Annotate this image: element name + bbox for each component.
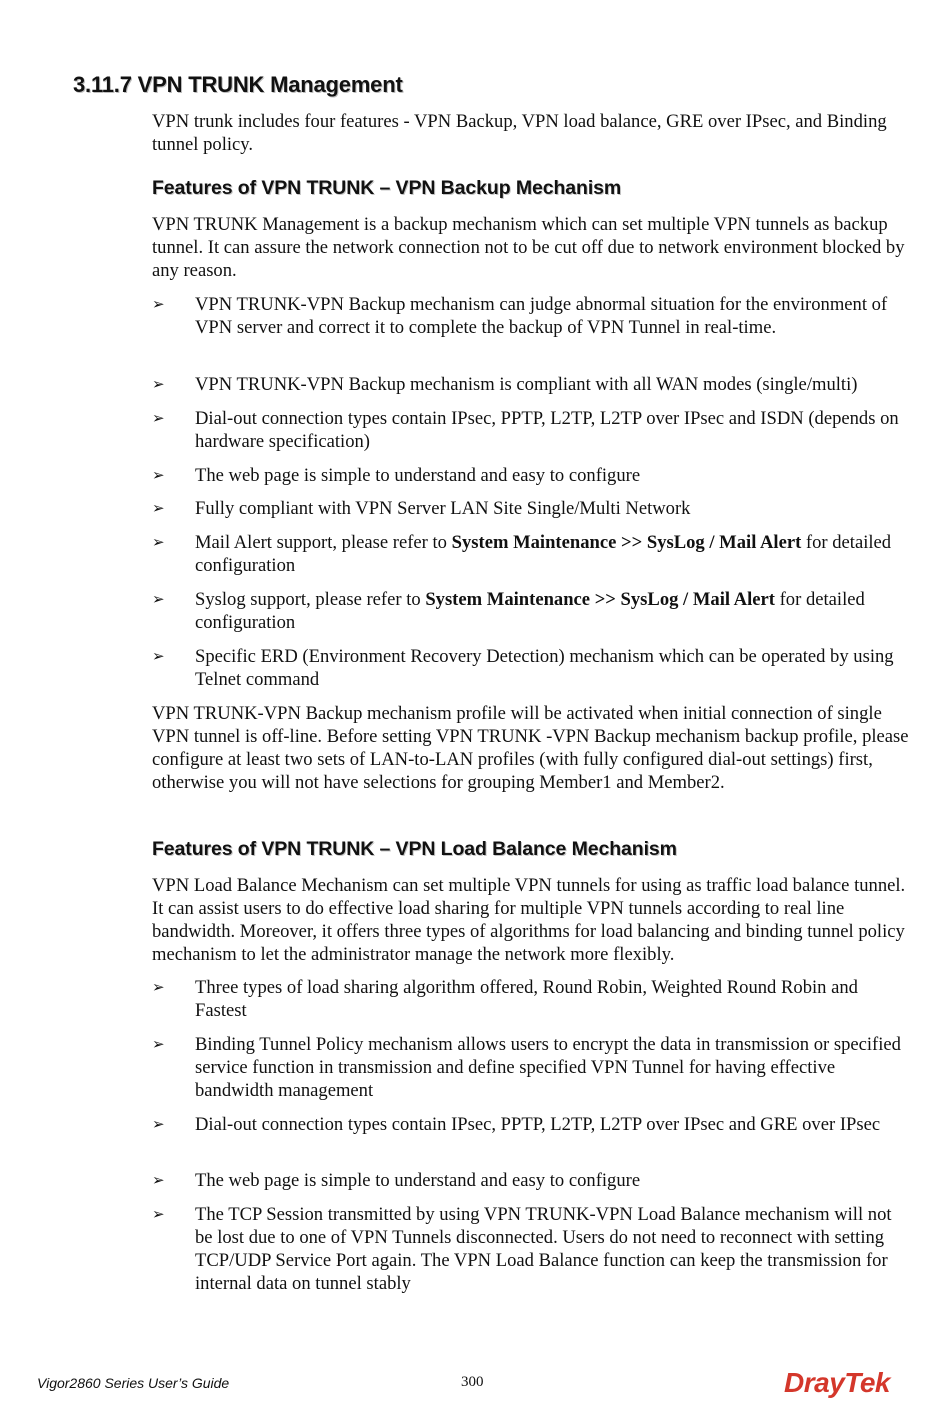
list-item-text: The web page is simple to understand and easy to configure (195, 1170, 641, 1191)
arrow-bullet-icon: ➢ (152, 375, 165, 393)
list-item (152, 407, 912, 453)
arrow-bullet-icon: ➢ (152, 978, 165, 996)
list-item (152, 373, 912, 396)
list-item (152, 1113, 912, 1136)
backup-closing-paragraph: VPN TRUNK-VPN Backup mechanism profile will be activated when initial connection of single VPN tunnel is off-line. Before setting VPN TRUNK -VPN Backup mechanism backup profile, please configure at least two sets of LAN-to-LAN profiles (with fully configured dial-out settings) first, otherwise you will not have selections for grouping Member1 and Member2. (152, 703, 909, 793)
list-item-text: The TCP Session transmitted by using VPN TRUNK-VPN Load Balance mechanism will not be lost due to one of VPN Tunnels disconnected. Users do not need to reconnect with setting TCP/UDP Service Port again. The VPN Load Balance function can keep the transmission for internal data on tunnel stably (195, 1204, 892, 1294)
mail-alert-text: Mail Alert support, please refer to (195, 532, 452, 553)
arrow-bullet-icon: ➢ (152, 1171, 165, 1189)
logo-text: DrayTek (784, 1367, 890, 1398)
list-item-text: VPN TRUNK-VPN Backup mechanism is compliant with all WAN modes (single/multi) (195, 374, 858, 395)
list-item-text (195, 531, 912, 577)
arrow-bullet-icon: ➢ (152, 1035, 165, 1053)
list-item-text: VPN TRUNK-VPN Backup mechanism can judge abnormal situation for the environment of VPN server and correct it to complete the backup of VPN Tunnel in real-time. (195, 294, 888, 338)
syslog-text: Syslog support, please refer to (195, 589, 426, 610)
list-item (152, 293, 912, 339)
draytek-logo (784, 1367, 910, 1401)
arrow-bullet-icon: ➢ (152, 409, 165, 427)
arrow-bullet-icon: ➢ (152, 533, 165, 551)
backup-intro-paragraph: VPN TRUNK Management is a backup mechanism which can set multiple VPN tunnels as backup tunnel. It can assure the network connection not to be cut off due to network environment blocked by any reason. (152, 214, 905, 281)
list-item-text: Specific ERD (Environment Recovery Detection) mechanism which can be operated by using Telnet command (195, 646, 894, 690)
list-item-text: Fully compliant with VPN Server LAN Site Single/Multi Network (195, 498, 691, 519)
list-item (152, 645, 912, 691)
list-item-text: Dial-out connection types contain IPsec, PPTP, L2TP, L2TP over IPsec and GRE over IPsec (195, 1114, 881, 1135)
intro-paragraph: VPN trunk includes four features - VPN Backup, VPN load balance, GRE over IPsec, and Binding tunnel policy. (152, 111, 887, 155)
list-item-text: Dial-out connection types contain IPsec, PPTP, L2TP, L2TP over IPsec and ISDN (depends on hardware specification) (195, 408, 899, 452)
list-item-text: Binding Tunnel Policy mechanism allows users to encrypt the data in transmission or specified service function in transmission and define specified VPN Tunnel for having effective bandwidth management (195, 1034, 901, 1101)
syslog-text-tail: for detailed configuration (195, 589, 865, 633)
load-balance-section-title: Features of VPN TRUNK – VPN Load Balance Mechanism (152, 838, 677, 860)
section-heading: 3.11.7 VPN TRUNK Management (73, 72, 403, 97)
arrow-bullet-icon: ➢ (152, 590, 165, 608)
arrow-bullet-icon: ➢ (152, 1115, 165, 1133)
menu-path-reference: System Maintenance >> SysLog / Mail Alert (451, 532, 802, 553)
list-item-text (195, 588, 912, 634)
list-item-text: The web page is simple to understand and easy to configure (195, 465, 641, 486)
arrow-bullet-icon: ➢ (152, 1205, 165, 1223)
load-balance-intro-paragraph: VPN Load Balance Mechanism can set multiple VPN tunnels for using as traffic load balance tunnel. It can assist users to do effective load sharing for multiple VPN tunnels according to real line bandwidth. Moreover, it offers three types of algorithms for load balancing and binding tunnel policy mechanism to let the administrator manage the network more flexibly. (152, 875, 906, 965)
list-item (152, 497, 912, 520)
arrow-bullet-icon: ➢ (152, 647, 165, 665)
list-item (152, 1033, 912, 1102)
arrow-bullet-icon: ➢ (152, 295, 165, 313)
menu-path-reference: System Maintenance >> SysLog / Mail Alert (425, 589, 775, 610)
list-item (152, 531, 912, 577)
list-item-text: Three types of load sharing algorithm offered, Round Robin, Weighted Round Robin and Fastest (195, 977, 858, 1021)
footer-guide-title: Vigor2860 Series User’s Guide (37, 1375, 230, 1391)
arrow-bullet-icon: ➢ (152, 466, 165, 484)
list-item (152, 588, 912, 634)
list-item (152, 1203, 912, 1295)
page-number: 300 (461, 1374, 484, 1390)
mail-alert-text-tail: for detailed configuration (195, 532, 892, 576)
list-item (152, 464, 912, 487)
backup-section-title: Features of VPN TRUNK – VPN Backup Mechanism (152, 177, 622, 199)
arrow-bullet-icon: ➢ (152, 499, 165, 517)
list-item (152, 976, 912, 1022)
list-item (152, 1169, 912, 1192)
